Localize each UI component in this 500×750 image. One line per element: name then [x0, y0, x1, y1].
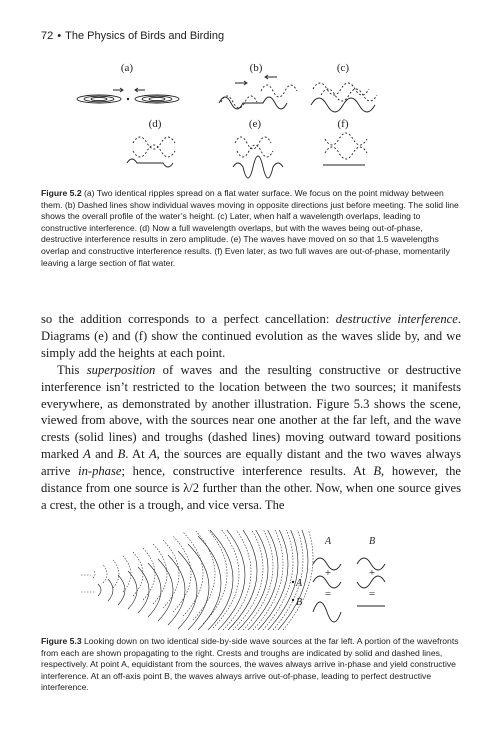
point-b-label: B	[296, 597, 303, 608]
emphasis-superposition: superposition	[86, 362, 156, 377]
figure-5-3	[41, 530, 461, 630]
point-label: A	[83, 447, 91, 462]
point-label: B	[373, 464, 382, 479]
paragraph-2-part: , the sources are equally distant and the two waves always arrive	[41, 447, 461, 479]
panel-label-c: (c)	[336, 62, 350, 74]
panel-e-waves	[233, 137, 283, 178]
panel-label-b: (b)	[249, 62, 263, 74]
paragraph-2	[41, 362, 461, 514]
paragraph-2-part: This	[57, 362, 87, 377]
paragraph-1-part: so the addition corresponds to a perfect cancellation:	[41, 312, 336, 326]
page-number: 72	[41, 30, 54, 42]
equals-sign-a: =	[324, 588, 332, 600]
panel-label-a: (a)	[120, 62, 134, 74]
equals-sign-b: =	[368, 588, 376, 600]
paragraph-2-part: . At	[125, 447, 149, 462]
paragraph-2-part: , however, the distance from one source is λ/2 further than the other. Now, when one source gives a crest, the other is a trough, and vice versa. The	[41, 464, 461, 512]
point-a-label: A	[296, 578, 303, 589]
emphasis-in-phase: in-phase	[78, 464, 122, 479]
point-a-marker	[292, 581, 294, 583]
column-label-a: A	[324, 536, 332, 547]
panel-c-waves	[311, 83, 377, 112]
figure-5-3-caption-label: Figure 5.3	[41, 636, 82, 646]
panel-d-waves	[127, 137, 175, 167]
panel-b-waves	[219, 75, 297, 109]
panel-a-ripples	[77, 88, 179, 103]
running-title: The Physics of Birds and Birding	[65, 30, 225, 42]
running-header	[41, 30, 224, 42]
paragraph-2-part: ; hence, constructive interference results. At	[121, 464, 374, 479]
column-label-b: B	[368, 536, 376, 547]
figure-5-3-caption	[41, 636, 459, 694]
panel-label-d: (d)	[148, 118, 162, 130]
figure-5-3-caption-text: Looking down on two identical side-by-side wave sources at the far left. A portion of the wavefronts from each are shown propagating to the right. Crests and troughs are indicated by solid and dashed lines, respectively. At point A, equidistant from the sources, the waves always arrive in-phase and yield constructive interference. At an off-axis point B, the waves always arrive out-of-phase, leading to perfect destructive interference.	[41, 636, 459, 693]
figure-5-2-caption	[41, 188, 459, 269]
panel-label-e: (e)	[248, 118, 262, 130]
paragraph-2-part: and	[90, 447, 118, 462]
point-label: A	[148, 447, 157, 462]
paragraph-2-part: of waves and the resulting constructive or destructive interference isn’t restricted to the location between the two sources; it manifests everywhere, as demonstrated by another illustration. Figure 5.3 shows the scene, viewed from above, with the sources near one another at the far left, and the wave crests (solid lines) and troughs (dashed lines) moving outward toward positions marked	[41, 362, 461, 462]
wavefronts-diagram	[81, 530, 313, 630]
point-b-marker	[292, 599, 294, 601]
point-label: B	[117, 447, 126, 462]
figure-5-2-caption-label: Figure 5.2	[41, 188, 82, 198]
emphasis-destructive-interference: destructive interference	[335, 312, 458, 326]
figure-5-2-caption-text: (a) Two identical ripples spread on a flat water surface. We focus on the point midway between them. (b) Dashed lines show individual waves moving in opposite directions just before meeting. The solid line shows the overall profile of the water’s height. (c) Later, when half a wavelength overlaps, leading to constructive interference. (d) Now a full wavelength overlaps, but with the waves being out-of-phase, destructive interference results in zero amplitude. (e) The waves have moved on so that 1.5 wavelengths overlap and constructive interference results. (f) Even later, as two full waves are out-of-phase, momentarily leaving a large section of flat water.	[41, 188, 459, 268]
body-text	[41, 311, 461, 514]
paragraph-1-part: . Diagrams (e) and (f) show the continued evolution as the waves slide by, and we simply add the heights at each point.	[41, 312, 461, 360]
plus-sign-b: +	[368, 567, 376, 579]
header-separator: •	[57, 30, 62, 42]
panel-f-waves	[323, 133, 367, 165]
panel-label-f: (f)	[337, 118, 349, 130]
figure-5-2	[41, 55, 461, 185]
paragraph-1	[41, 311, 461, 362]
plus-sign-a: +	[324, 567, 332, 579]
